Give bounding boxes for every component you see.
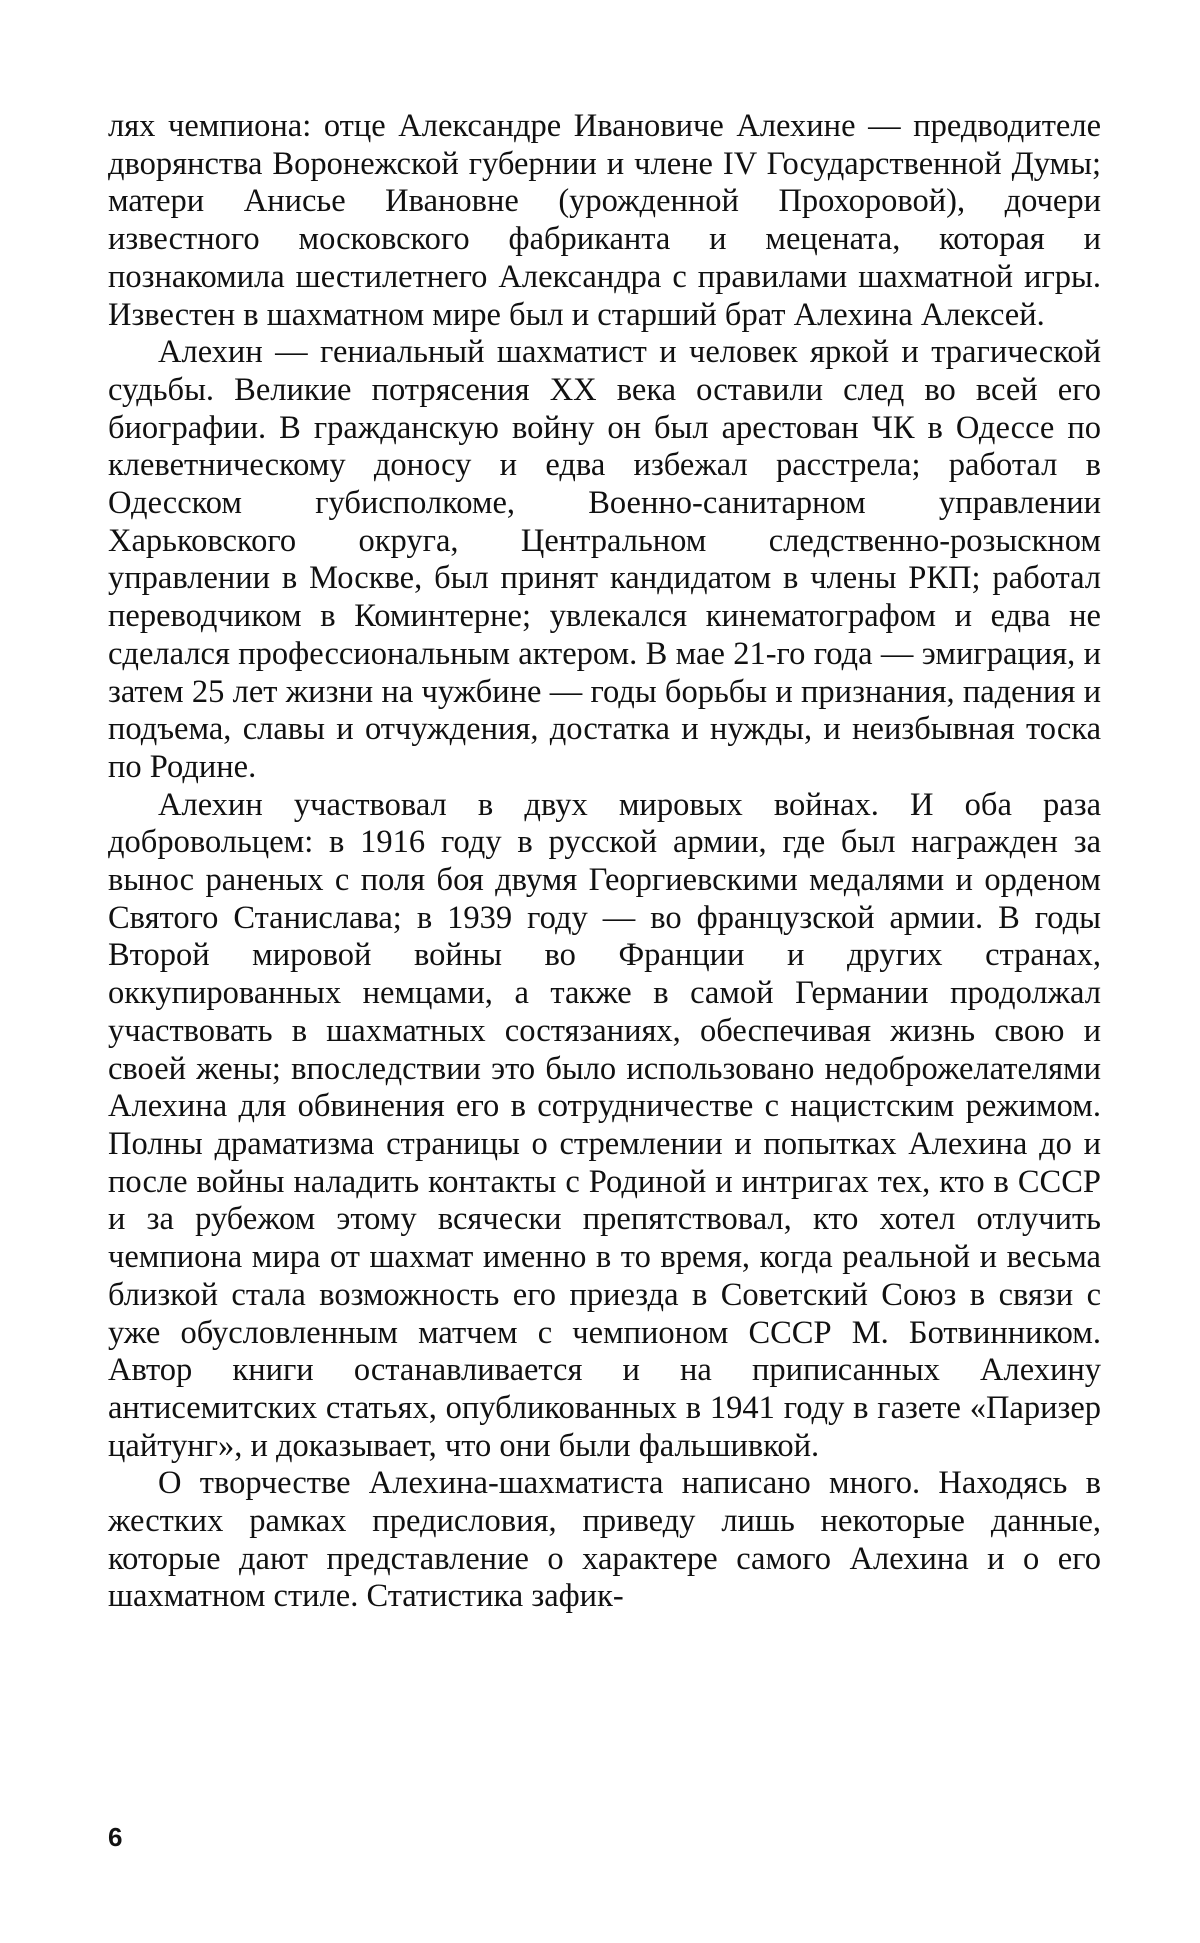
page-number: 6: [108, 1822, 123, 1852]
paragraph-2: Алехин — гениальный шахматист и человек яркой и трагической судьбы. Великие потрясения XX века оставили след во всей его биографии. В гражданскую войну он был арестован ЧК в Одессе по клеветническому доносу и едва избежал расстрела; работал в Одесском губисполкоме, Военно-санитарном управлении Харьковского округа, Центральном следственно-розыскном управлении в Москве, был принят кандидатом в члены РКП; работал переводчиком в Коминтерне; увлекался кинематографом и едва не сделался профессиональным актером. В мае 21-го года — эмиграция, и затем 25 лет жизни на чужбине — годы борьбы и признания, падения и подъема, славы и отчуждения, достатка и нужды, и неизбывная тоска по Родине.: [108, 334, 1101, 785]
paragraph-4: О творчестве Алехина-шахматиста написано много. Находясь в жестких рамках предисловия, приведу лишь некоторые данные, которые дают представление о характере самого Алехина и о его шахматном стиле. Статистика зафик-: [108, 1465, 1101, 1615]
paragraph-1: лях чемпиона: отце Александре Ивановиче Алехине — предводителе дворянства Воронежской губернии и члене IV Государственной Думы; матери Анисье Ивановне (урожденной Прохоровой), дочери известного московского фабриканта и мецената, которая и познакомила шестилетнего Александра с правилами шахматной игры. Известен в шахматном мире был и старший брат Алехина Алексей.: [108, 108, 1101, 333]
paragraph-3: Алехин участвовал в двух мировых войнах. И оба раза добровольцем: в 1916 году в русской армии, где был награжден за вынос раненых с поля боя двумя Георгиевскими медалями и орденом Святого Станислава; в 1939 году — во французской армии. В годы Второй мировой войны во Франции и других странах, оккупированных немцами, а также в самой Германии продолжал участвовать в шахматных состязаниях, обеспечивая жизнь свою и своей жены; впоследствии это было использовано недоброжелателями Алехина для обвинения его в сотрудничестве с нацистским режимом. Полны драматизма страницы о стремлении и попытках Алехина до и после войны наладить контакты с Родиной и интригах тех, кто в СССР и за рубежом этому всячески препятствовал, кто хотел отлучить чемпиона мира от шахмат именно в то время, когда реальной и весьма близкой стала возможность его приезда в Советский Союз в связи с уже обусловленным матчем с чемпионом СССР М. Ботвинником. Автор книги останавливается и на приписанных Алехину антисемитских статьях, опубликованных в 1941 году в газете «Паризер цайтунг», и доказывает, что они были фальшивкой.: [108, 786, 1101, 1464]
page-body: [108, 108, 1101, 1616]
